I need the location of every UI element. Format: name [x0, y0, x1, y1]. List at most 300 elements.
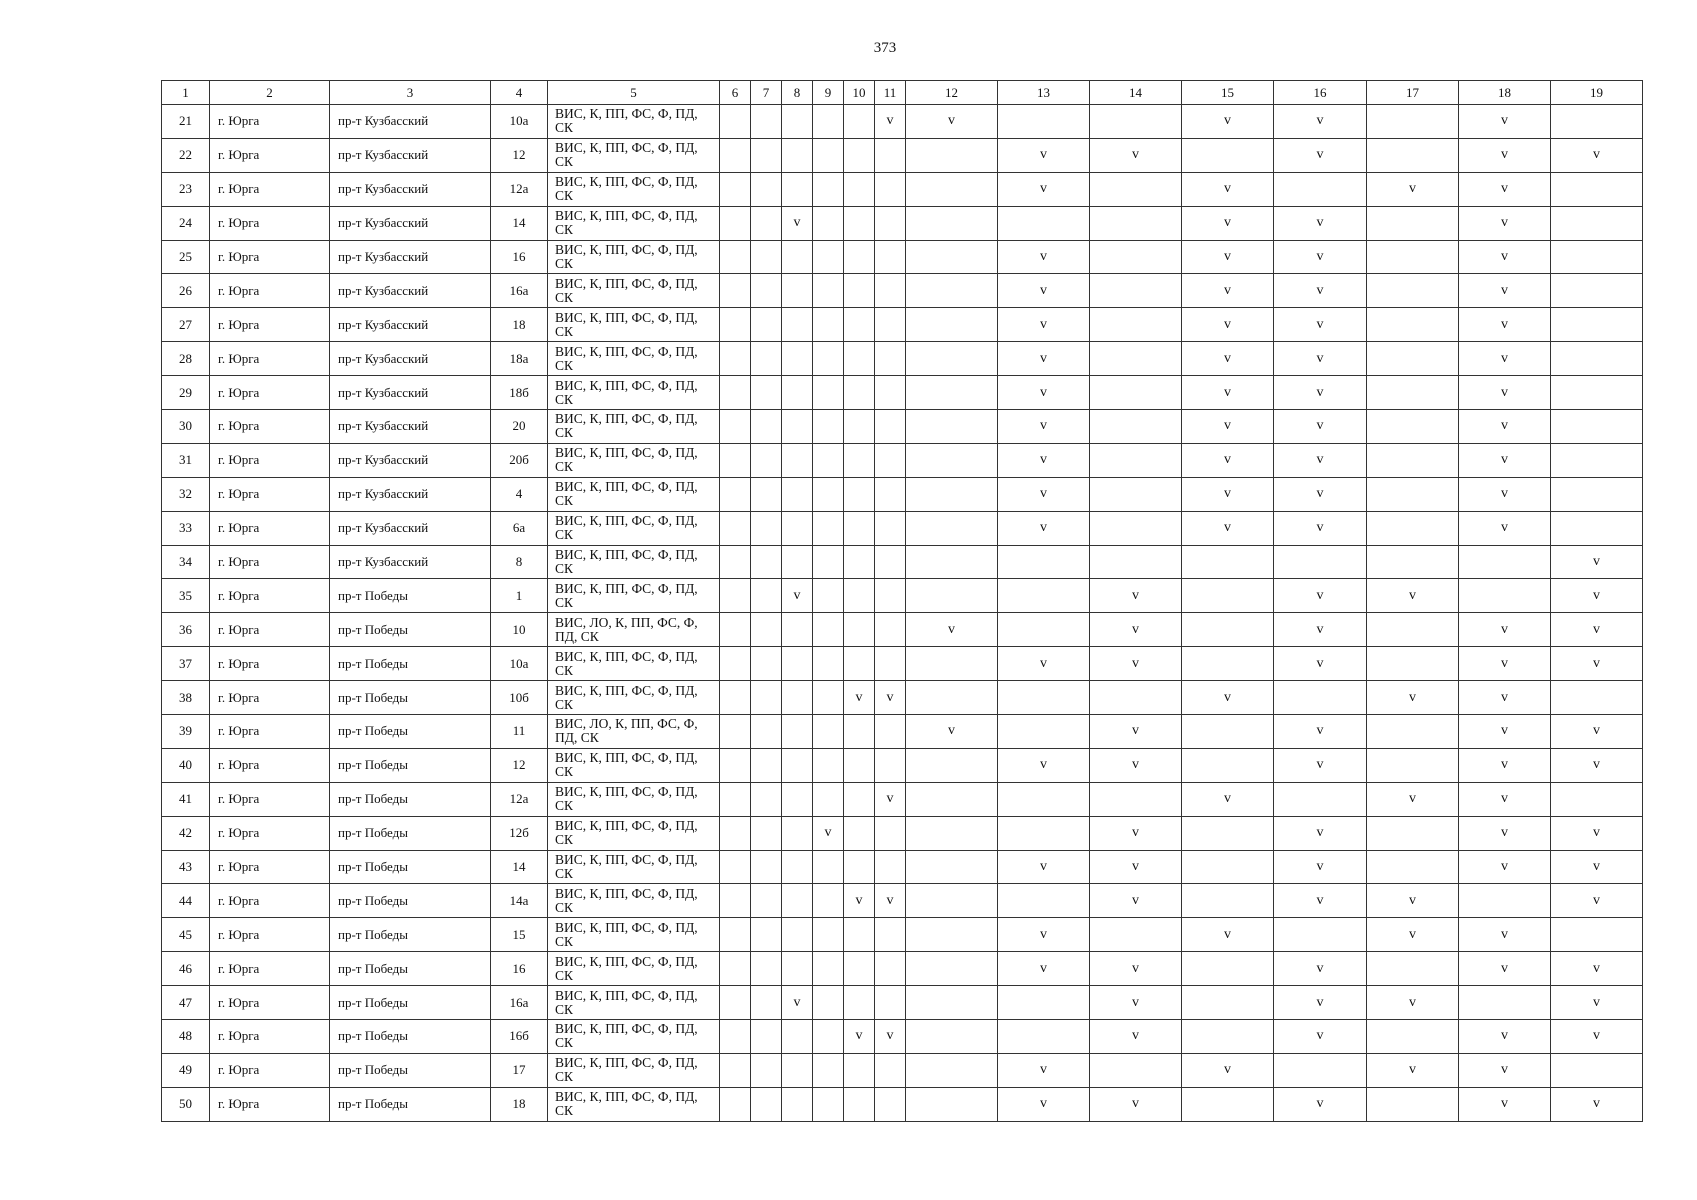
check-mark-cell: v [1274, 410, 1367, 444]
empty-cell [720, 1087, 751, 1121]
check-mark-cell: v [1274, 647, 1367, 681]
row-number-cell: 27 [162, 308, 210, 342]
empty-cell [751, 986, 782, 1020]
empty-cell [1459, 986, 1551, 1020]
check-mark-cell: v [1367, 782, 1459, 816]
row-number-cell: 37 [162, 647, 210, 681]
empty-cell [875, 647, 906, 681]
check-mark-cell: v [1182, 105, 1274, 139]
table-row [162, 274, 1643, 308]
street-cell: пр-т Победы [330, 715, 491, 749]
city-cell: г. Юрга [210, 105, 330, 139]
table-row [162, 715, 1643, 749]
empty-cell [1090, 511, 1182, 545]
empty-cell [813, 1020, 844, 1054]
empty-cell [751, 138, 782, 172]
house-number-cell: 17 [491, 1053, 548, 1087]
house-number-cell: 18а [491, 342, 548, 376]
check-mark-cell: v [1367, 681, 1459, 715]
city-cell: г. Юрга [210, 748, 330, 782]
empty-cell [751, 105, 782, 139]
city-cell: г. Юрга [210, 1087, 330, 1121]
house-number-cell: 16 [491, 952, 548, 986]
empty-cell [1182, 884, 1274, 918]
check-mark-cell: v [1459, 172, 1551, 206]
empty-cell [1090, 782, 1182, 816]
check-mark-cell: v [998, 511, 1090, 545]
table-row [162, 850, 1643, 884]
check-mark-cell: v [998, 443, 1090, 477]
check-mark-cell: v [1274, 850, 1367, 884]
check-mark-cell: v [1090, 579, 1182, 613]
empty-cell [906, 240, 998, 274]
house-number-cell: 18 [491, 1087, 548, 1121]
empty-cell [813, 1053, 844, 1087]
city-cell: г. Юрга [210, 986, 330, 1020]
empty-cell [1367, 952, 1459, 986]
column-number-row [162, 81, 1643, 105]
empty-cell [1551, 172, 1643, 206]
empty-cell [906, 816, 998, 850]
house-number-cell: 15 [491, 918, 548, 952]
empty-cell [751, 816, 782, 850]
empty-cell [751, 647, 782, 681]
empty-cell [1551, 681, 1643, 715]
empty-cell [1551, 443, 1643, 477]
table-body [162, 81, 1643, 1122]
empty-cell [1182, 850, 1274, 884]
empty-cell [720, 240, 751, 274]
empty-cell [875, 850, 906, 884]
empty-cell [906, 308, 998, 342]
check-mark-cell: v [906, 715, 998, 749]
row-number-cell: 43 [162, 850, 210, 884]
empty-cell [1090, 681, 1182, 715]
works-list-cell: ВИС, К, ПП, ФС, Ф, ПД, СК [548, 477, 720, 511]
row-number-cell: 40 [162, 748, 210, 782]
house-number-cell: 18 [491, 308, 548, 342]
check-mark-cell: v [1274, 138, 1367, 172]
empty-cell [813, 206, 844, 240]
empty-cell [1367, 511, 1459, 545]
empty-cell [844, 172, 875, 206]
check-mark-cell: v [1459, 748, 1551, 782]
empty-cell [720, 579, 751, 613]
empty-cell [751, 579, 782, 613]
empty-cell [906, 952, 998, 986]
empty-cell [751, 545, 782, 579]
works-list-cell: ВИС, К, ПП, ФС, Ф, ПД, СК [548, 274, 720, 308]
check-mark-cell: v [1551, 986, 1643, 1020]
check-mark-cell: v [1274, 1020, 1367, 1054]
empty-cell [782, 477, 813, 511]
empty-cell [875, 308, 906, 342]
empty-cell [875, 952, 906, 986]
empty-cell [875, 511, 906, 545]
check-mark-cell: v [875, 105, 906, 139]
empty-cell [782, 884, 813, 918]
check-mark-cell: v [1182, 410, 1274, 444]
empty-cell [875, 477, 906, 511]
street-cell: пр-т Победы [330, 1020, 491, 1054]
empty-cell [844, 477, 875, 511]
row-number-cell: 34 [162, 545, 210, 579]
works-list-cell: ВИС, К, ПП, ФС, Ф, ПД, СК [548, 647, 720, 681]
empty-cell [751, 952, 782, 986]
empty-cell [906, 986, 998, 1020]
check-mark-cell: v [1459, 342, 1551, 376]
empty-cell [1090, 376, 1182, 410]
empty-cell [844, 410, 875, 444]
empty-cell [844, 748, 875, 782]
empty-cell [720, 274, 751, 308]
check-mark-cell: v [844, 681, 875, 715]
table-row [162, 986, 1643, 1020]
check-mark-cell: v [1274, 308, 1367, 342]
empty-cell [906, 782, 998, 816]
empty-cell [782, 443, 813, 477]
check-mark-cell: v [1182, 274, 1274, 308]
empty-cell [1367, 715, 1459, 749]
empty-cell [1182, 952, 1274, 986]
empty-cell [844, 579, 875, 613]
city-cell: г. Юрга [210, 1053, 330, 1087]
check-mark-cell: v [1459, 477, 1551, 511]
empty-cell [875, 206, 906, 240]
city-cell: г. Юрга [210, 545, 330, 579]
check-mark-cell: v [1182, 1053, 1274, 1087]
empty-cell [906, 579, 998, 613]
empty-cell [720, 715, 751, 749]
city-cell: г. Юрга [210, 952, 330, 986]
empty-cell [720, 782, 751, 816]
empty-cell [1090, 443, 1182, 477]
city-cell: г. Юрга [210, 342, 330, 376]
empty-cell [875, 342, 906, 376]
house-number-cell: 10б [491, 681, 548, 715]
check-mark-cell: v [1367, 884, 1459, 918]
empty-cell [751, 274, 782, 308]
empty-cell [1182, 986, 1274, 1020]
empty-cell [844, 342, 875, 376]
street-cell: пр-т Победы [330, 1053, 491, 1087]
check-mark-cell: v [998, 952, 1090, 986]
street-cell: пр-т Победы [330, 952, 491, 986]
city-cell: г. Юрга [210, 884, 330, 918]
house-number-cell: 1 [491, 579, 548, 613]
empty-cell [720, 918, 751, 952]
row-number-cell: 35 [162, 579, 210, 613]
empty-cell [1367, 138, 1459, 172]
empty-cell [998, 715, 1090, 749]
check-mark-cell: v [875, 1020, 906, 1054]
check-mark-cell: v [1274, 952, 1367, 986]
check-mark-cell: v [1182, 511, 1274, 545]
row-number-cell: 21 [162, 105, 210, 139]
check-mark-cell: v [1090, 748, 1182, 782]
empty-cell [844, 613, 875, 647]
empty-cell [720, 342, 751, 376]
check-mark-cell: v [1551, 579, 1643, 613]
house-number-cell: 10а [491, 105, 548, 139]
city-cell: г. Юрга [210, 613, 330, 647]
empty-cell [1459, 579, 1551, 613]
city-cell: г. Юрга [210, 715, 330, 749]
empty-cell [751, 477, 782, 511]
register-table [161, 80, 1643, 1122]
empty-cell [875, 240, 906, 274]
empty-cell [875, 579, 906, 613]
empty-cell [1090, 206, 1182, 240]
check-mark-cell: v [1090, 816, 1182, 850]
street-cell: пр-т Победы [330, 918, 491, 952]
empty-cell [751, 918, 782, 952]
check-mark-cell: v [1459, 816, 1551, 850]
empty-cell [1551, 376, 1643, 410]
empty-cell [813, 172, 844, 206]
row-number-cell: 26 [162, 274, 210, 308]
empty-cell [1367, 1020, 1459, 1054]
table-row [162, 918, 1643, 952]
row-number-cell: 30 [162, 410, 210, 444]
empty-cell [720, 511, 751, 545]
table-row [162, 884, 1643, 918]
empty-cell [813, 1087, 844, 1121]
empty-cell [998, 782, 1090, 816]
table-row [162, 511, 1643, 545]
empty-cell [906, 1020, 998, 1054]
empty-cell [1090, 172, 1182, 206]
column-number-cell: 3 [330, 81, 491, 105]
works-list-cell: ВИС, К, ПП, ФС, Ф, ПД, СК [548, 884, 720, 918]
empty-cell [813, 138, 844, 172]
empty-cell [782, 376, 813, 410]
empty-cell [1551, 274, 1643, 308]
city-cell: г. Юрга [210, 918, 330, 952]
check-mark-cell: v [1274, 511, 1367, 545]
check-mark-cell: v [1090, 986, 1182, 1020]
table-row [162, 477, 1643, 511]
table-row [162, 647, 1643, 681]
empty-cell [844, 105, 875, 139]
row-number-cell: 42 [162, 816, 210, 850]
city-cell: г. Юрга [210, 579, 330, 613]
check-mark-cell: v [1551, 545, 1643, 579]
check-mark-cell: v [1551, 816, 1643, 850]
empty-cell [813, 342, 844, 376]
empty-cell [844, 138, 875, 172]
empty-cell [751, 240, 782, 274]
empty-cell [1274, 918, 1367, 952]
empty-cell [720, 477, 751, 511]
works-list-cell: ВИС, К, ПП, ФС, Ф, ПД, СК [548, 342, 720, 376]
empty-cell [844, 443, 875, 477]
empty-cell [720, 105, 751, 139]
empty-cell [906, 342, 998, 376]
empty-cell [1367, 1087, 1459, 1121]
check-mark-cell: v [1459, 138, 1551, 172]
empty-cell [720, 647, 751, 681]
check-mark-cell: v [1459, 443, 1551, 477]
empty-cell [751, 511, 782, 545]
empty-cell [751, 172, 782, 206]
works-list-cell: ВИС, ЛО, К, ПП, ФС, Ф, ПД, СК [548, 613, 720, 647]
column-number-cell: 14 [1090, 81, 1182, 105]
empty-cell [782, 715, 813, 749]
table-row [162, 443, 1643, 477]
empty-cell [813, 308, 844, 342]
house-number-cell: 16 [491, 240, 548, 274]
empty-cell [813, 850, 844, 884]
empty-cell [1367, 308, 1459, 342]
empty-cell [1551, 782, 1643, 816]
check-mark-cell: v [1459, 715, 1551, 749]
check-mark-cell: v [1551, 1020, 1643, 1054]
empty-cell [844, 647, 875, 681]
empty-cell [875, 138, 906, 172]
house-number-cell: 20 [491, 410, 548, 444]
street-cell: пр-т Победы [330, 816, 491, 850]
empty-cell [906, 206, 998, 240]
empty-cell [1459, 884, 1551, 918]
empty-cell [813, 477, 844, 511]
check-mark-cell: v [1090, 850, 1182, 884]
check-mark-cell: v [998, 138, 1090, 172]
street-cell: пр-т Кузбасский [330, 376, 491, 410]
empty-cell [813, 443, 844, 477]
house-number-cell: 6а [491, 511, 548, 545]
empty-cell [1367, 206, 1459, 240]
check-mark-cell: v [998, 172, 1090, 206]
check-mark-cell: v [1182, 477, 1274, 511]
empty-cell [720, 308, 751, 342]
empty-cell [813, 511, 844, 545]
empty-cell [782, 952, 813, 986]
table-row [162, 1053, 1643, 1087]
empty-cell [844, 816, 875, 850]
empty-cell [875, 274, 906, 308]
empty-cell [782, 681, 813, 715]
house-number-cell: 16б [491, 1020, 548, 1054]
empty-cell [1367, 748, 1459, 782]
empty-cell [906, 172, 998, 206]
works-list-cell: ВИС, К, ПП, ФС, Ф, ПД, СК [548, 1053, 720, 1087]
check-mark-cell: v [1367, 1053, 1459, 1087]
table-row [162, 376, 1643, 410]
empty-cell [1367, 647, 1459, 681]
empty-cell [1090, 918, 1182, 952]
empty-cell [813, 613, 844, 647]
empty-cell [1367, 410, 1459, 444]
check-mark-cell: v [906, 105, 998, 139]
house-number-cell: 11 [491, 715, 548, 749]
empty-cell [1182, 715, 1274, 749]
street-cell: пр-т Кузбасский [330, 477, 491, 511]
empty-cell [813, 918, 844, 952]
row-number-cell: 49 [162, 1053, 210, 1087]
works-list-cell: ВИС, К, ПП, ФС, Ф, ПД, СК [548, 545, 720, 579]
empty-cell [1090, 410, 1182, 444]
column-number-cell: 6 [720, 81, 751, 105]
works-list-cell: ВИС, К, ПП, ФС, Ф, ПД, СК [548, 172, 720, 206]
column-number-cell: 7 [751, 81, 782, 105]
empty-cell [720, 138, 751, 172]
check-mark-cell: v [1459, 376, 1551, 410]
street-cell: пр-т Кузбасский [330, 545, 491, 579]
check-mark-cell: v [998, 647, 1090, 681]
empty-cell [782, 1087, 813, 1121]
check-mark-cell: v [1459, 1087, 1551, 1121]
empty-cell [813, 274, 844, 308]
check-mark-cell: v [1274, 105, 1367, 139]
street-cell: пр-т Победы [330, 986, 491, 1020]
empty-cell [813, 376, 844, 410]
works-list-cell: ВИС, К, ПП, ФС, Ф, ПД, СК [548, 138, 720, 172]
empty-cell [844, 1053, 875, 1087]
city-cell: г. Юрга [210, 172, 330, 206]
street-cell: пр-т Победы [330, 613, 491, 647]
empty-cell [844, 952, 875, 986]
table-row [162, 816, 1643, 850]
empty-cell [782, 748, 813, 782]
city-cell: г. Юрга [210, 816, 330, 850]
empty-cell [1551, 1053, 1643, 1087]
row-number-cell: 25 [162, 240, 210, 274]
empty-cell [1182, 545, 1274, 579]
column-number-cell: 10 [844, 81, 875, 105]
empty-cell [906, 511, 998, 545]
check-mark-cell: v [1459, 410, 1551, 444]
empty-cell [844, 850, 875, 884]
street-cell: пр-т Кузбасский [330, 443, 491, 477]
check-mark-cell: v [1274, 376, 1367, 410]
check-mark-cell: v [1090, 613, 1182, 647]
empty-cell [906, 477, 998, 511]
house-number-cell: 14 [491, 206, 548, 240]
empty-cell [751, 1087, 782, 1121]
check-mark-cell: v [1182, 342, 1274, 376]
empty-cell [1367, 376, 1459, 410]
empty-cell [813, 715, 844, 749]
column-number-cell: 11 [875, 81, 906, 105]
empty-cell [1551, 410, 1643, 444]
street-cell: пр-т Победы [330, 782, 491, 816]
empty-cell [906, 410, 998, 444]
empty-cell [1182, 613, 1274, 647]
city-cell: г. Юрга [210, 240, 330, 274]
empty-cell [782, 105, 813, 139]
check-mark-cell: v [1459, 613, 1551, 647]
empty-cell [720, 681, 751, 715]
check-mark-cell: v [1551, 647, 1643, 681]
check-mark-cell: v [1090, 1020, 1182, 1054]
check-mark-cell: v [1459, 1053, 1551, 1087]
check-mark-cell: v [1274, 240, 1367, 274]
check-mark-cell: v [1459, 647, 1551, 681]
empty-cell [813, 579, 844, 613]
empty-cell [782, 138, 813, 172]
check-mark-cell: v [875, 681, 906, 715]
house-number-cell: 12а [491, 782, 548, 816]
empty-cell [1551, 105, 1643, 139]
empty-cell [875, 545, 906, 579]
check-mark-cell: v [1459, 308, 1551, 342]
empty-cell [875, 1053, 906, 1087]
check-mark-cell: v [1459, 952, 1551, 986]
empty-cell [813, 105, 844, 139]
city-cell: г. Юрга [210, 308, 330, 342]
column-number-cell: 5 [548, 81, 720, 105]
